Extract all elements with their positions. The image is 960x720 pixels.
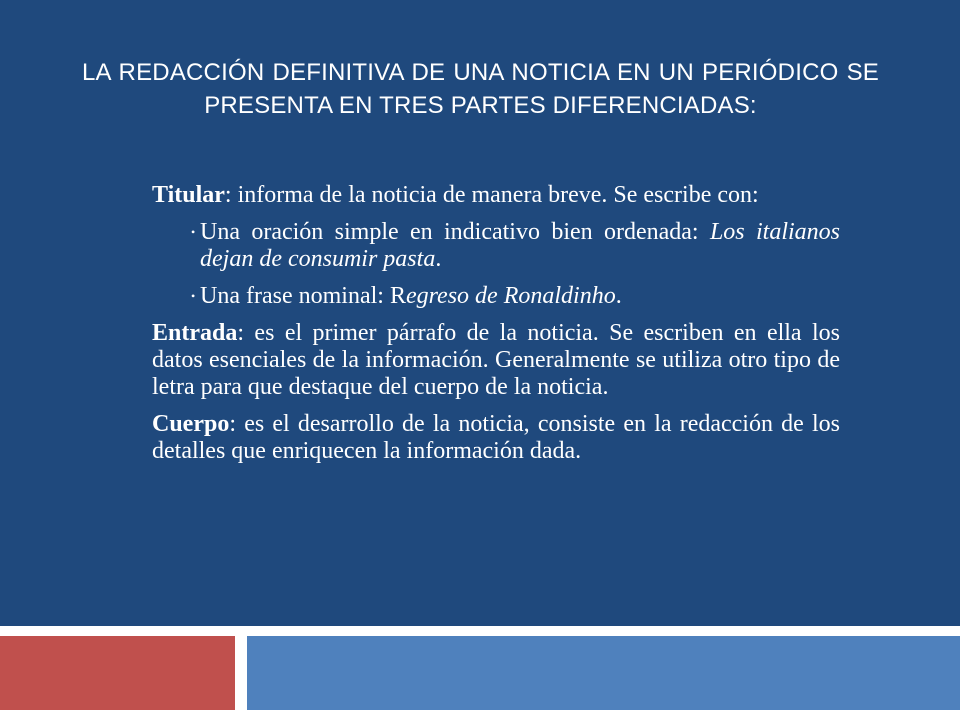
cuerpo-text: : es el desarrollo de la noticia, consiste en la redacción de los detalles que enriquecen la información dada. [152, 411, 840, 464]
titular-paragraph [152, 182, 840, 209]
titular-text: : informa de la noticia de manera breve. Se escribe con: [224, 182, 759, 208]
entrada-text: : es el primer párrafo de la noticia. Se escriben en ella los datos esenciales de la información. Generalmente se utiliza otro tipo de letra para que destaque del cuerpo de la noticia. [152, 320, 840, 400]
footer-blue-block [247, 636, 960, 710]
titular-term: Titular [152, 182, 225, 208]
entrada-paragraph [152, 320, 840, 401]
slide-title: LA REDACCIÓN DEFINITIVA DE UNA NOTICIA EN UN PERIÓDICO SE PRESENTA EN TRES PARTES DIFERENCIADAS: [82, 59, 879, 119]
cuerpo-paragraph [152, 411, 840, 465]
bullet-item-frase-nominal [191, 283, 840, 310]
bullet-text: Una frase nominal: R [200, 283, 406, 309]
footer-red-block [0, 636, 235, 710]
bullet-example: egreso de Ronaldinho [405, 283, 616, 309]
bullet-text: Una oración simple en indicativo bien ordenada: [200, 219, 710, 245]
bullet-example: Los italianos dejan de consumir pasta [200, 219, 840, 272]
slide-content [152, 182, 840, 475]
bullet-end: . [435, 246, 442, 272]
bullet-end: . [615, 283, 622, 309]
bullet-icon: • [191, 289, 196, 303]
cuerpo-term: Cuerpo [152, 411, 230, 437]
bullet-item-oracion [191, 219, 840, 273]
entrada-term: Entrada [152, 320, 238, 346]
bullet-icon: • [191, 225, 196, 239]
